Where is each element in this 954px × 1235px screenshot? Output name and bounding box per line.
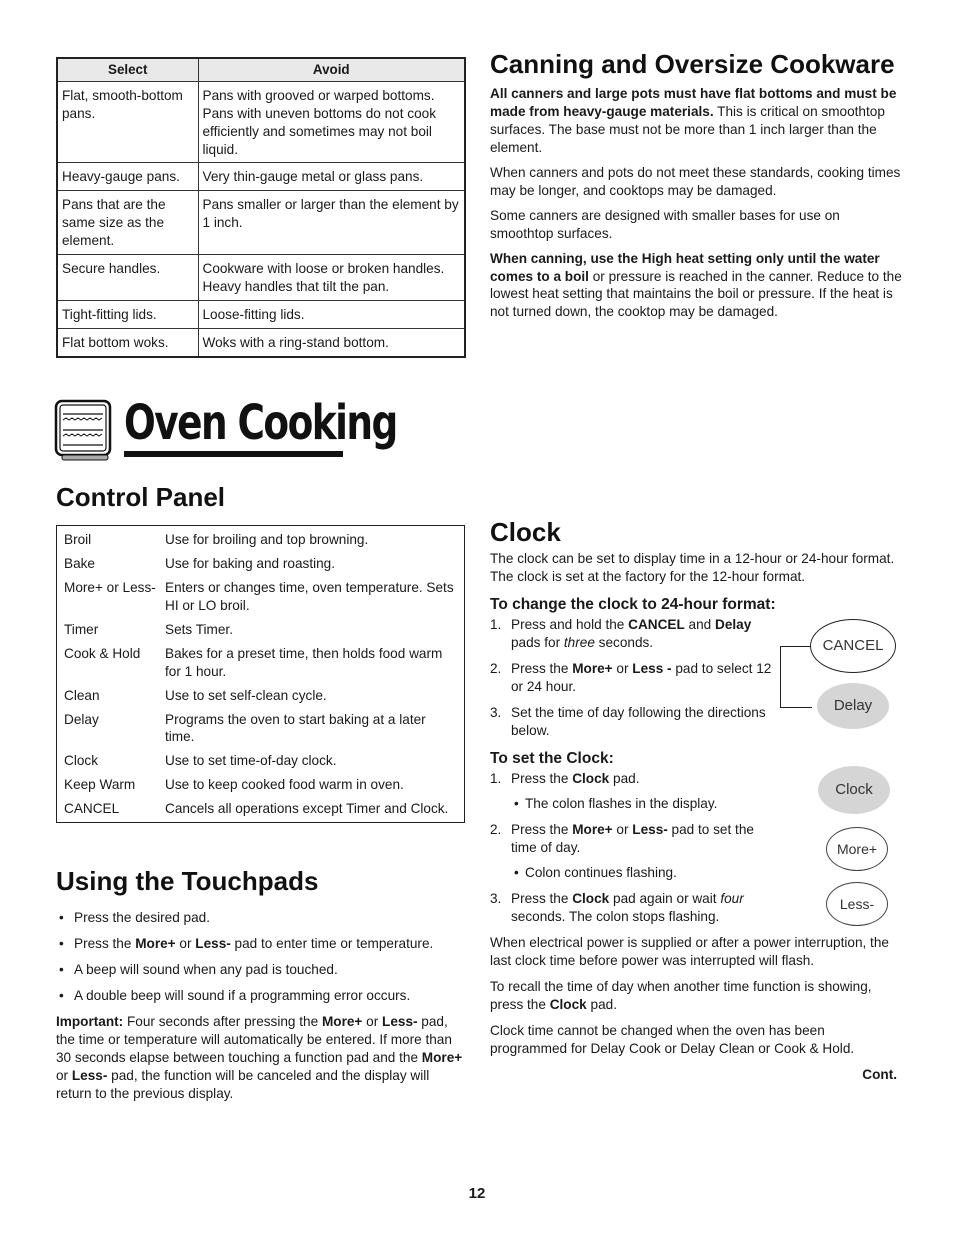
step-number: 2.	[490, 661, 502, 677]
text: pad.	[586, 996, 617, 1012]
avoid-cell: Loose-fitting lids.	[198, 301, 465, 329]
text: pad, the time or temperature will automatically be entered. If more than 30 seconds elapse between touching a function pad and the	[56, 1013, 452, 1065]
bold-text: More+	[321, 1013, 363, 1029]
pad-description: Use to set self-clean cycle.	[165, 687, 327, 703]
list-item	[490, 821, 780, 857]
table-row	[64, 776, 458, 794]
bold-text: Clock	[572, 891, 610, 907]
text: pad again or wait	[609, 891, 721, 907]
avoid-cell: Pans smaller or larger than the element by 1 inch.	[198, 191, 465, 255]
bold-text: More+	[572, 822, 613, 838]
pad-name: Broil	[64, 532, 92, 547]
power-note: When electrical power is supplied or after a power interruption, the last clock time before power was interrupted will flash.	[490, 934, 889, 968]
text: or	[612, 661, 633, 677]
text: or	[175, 935, 196, 951]
step-number: 3.	[490, 705, 502, 721]
pad-description: Cancels all operations except Timer and Clock.	[165, 801, 449, 817]
pad-name: Delay	[64, 711, 99, 727]
text: pads for	[511, 635, 564, 651]
text: This is critical on smoothtop surfaces. The base must not be more than 1 inch larger than the element.	[490, 104, 885, 155]
select-cell: Heavy-gauge pans.	[57, 163, 198, 191]
list-item: • Press the desired pad.	[56, 909, 466, 927]
bold-text: When canning, use the High heat setting only until the water comes to a boil	[490, 250, 880, 284]
bold-text: More+	[572, 661, 613, 677]
important-note	[56, 1013, 466, 1103]
table-row	[57, 329, 465, 357]
table-row	[64, 621, 458, 639]
table-row	[57, 81, 465, 163]
subheading-set-clock: To set the Clock:	[490, 749, 614, 767]
table-row	[57, 163, 465, 191]
bold-text: More+	[135, 935, 176, 951]
table-row	[64, 687, 458, 705]
pad-name: CANCEL	[64, 801, 120, 817]
bold-text: Less-	[71, 1067, 108, 1083]
clock-pad-illustration: Clock	[818, 766, 890, 814]
text: and	[684, 617, 716, 633]
step-number: 1.	[490, 617, 502, 633]
delay-pad-illustration: Delay	[817, 683, 889, 729]
bold-text: Less -	[632, 661, 672, 677]
pad-description: Use to set time-of-day clock.	[165, 753, 337, 769]
pad-description: Use for baking and roasting.	[165, 555, 336, 571]
continued-label: Cont.	[862, 1066, 897, 1082]
format-steps	[490, 616, 780, 740]
text: Press the	[511, 661, 573, 677]
canning-section	[490, 50, 902, 321]
list-item	[56, 935, 466, 953]
table-row	[64, 531, 458, 549]
table-row	[57, 301, 465, 329]
pad-name: Clock	[64, 753, 98, 769]
list-item: • A double beep will sound if a programming error occurs.	[56, 987, 466, 1005]
pad-name: Clean	[64, 687, 100, 703]
touchpad-bullets	[56, 909, 466, 1005]
cancel-pad-illustration: CANCEL	[810, 619, 896, 673]
less-pad-illustration: Less-	[826, 882, 888, 926]
pad-name: Timer	[64, 621, 99, 637]
text: Press the	[511, 822, 573, 838]
avoid-cell: Cookware with loose or broken handles. Heavy handles that tilt the pan.	[198, 255, 465, 301]
delay-note: Clock time cannot be changed when the oven has been programmed for Delay Cook or Delay Clean or Cook & Hold.	[490, 1022, 855, 1056]
list-item	[490, 660, 780, 696]
text: Press the	[511, 771, 573, 787]
page-number: 12	[468, 1185, 486, 1202]
list-item: • A beep will sound when any pad is touched.	[56, 961, 466, 979]
control-panel-heading: Control Panel	[56, 482, 226, 512]
step-number: 2.	[490, 822, 502, 838]
section-title: Oven Cooking	[124, 395, 397, 451]
text: or	[362, 1013, 383, 1029]
text: pad, the function will be canceled and the display will return to the previous display.	[56, 1067, 430, 1101]
canning-paragraph: When canners and pots do not meet these standards, cooking times may be longer, and cooktops may be damaged.	[490, 164, 901, 198]
table-row	[64, 752, 458, 770]
avoid-cell: Woks with a ring-stand bottom.	[198, 329, 465, 357]
list-item: • Colon continues flashing.	[490, 864, 780, 882]
bold-text: CANCEL	[628, 617, 685, 633]
table-row	[64, 579, 458, 615]
step-number: 3.	[490, 891, 502, 907]
pad-name: Cook & Hold	[64, 645, 141, 661]
text: Press the	[511, 891, 573, 907]
list-item	[490, 770, 780, 788]
text: pad to select 12 or 24 hour.	[511, 661, 772, 695]
italic-text: four	[720, 891, 744, 907]
canning-paragraph	[490, 250, 902, 322]
pad-description: Bakes for a preset time, then holds food warm for 1 hour.	[165, 645, 443, 679]
list-item	[490, 616, 780, 652]
italic-text: three	[563, 635, 595, 651]
select-cell: Flat bottom woks.	[57, 329, 198, 357]
text: or	[56, 1067, 72, 1083]
title-underline	[124, 451, 343, 457]
text: pad.	[609, 771, 640, 787]
bold-text: Delay	[715, 617, 752, 633]
clock-intro: The clock can be set to display time in a 12-hour or 24-hour format. The clock is set at the factory for the 12-hour format.	[490, 551, 895, 584]
touchpads-section	[56, 909, 466, 1102]
touchpads-heading: Using the Touchpads	[56, 866, 319, 896]
pad-description: Use to keep cooked food warm in oven.	[165, 777, 404, 793]
table-row	[64, 711, 458, 747]
bold-text: Less-	[195, 935, 231, 951]
oven-icon	[54, 399, 112, 462]
step-number: 1.	[490, 771, 502, 787]
table-row	[57, 255, 465, 301]
pad-description: Use for broiling and top browning.	[165, 532, 369, 547]
table-row	[64, 800, 458, 818]
text: or pressure is reached in the canner. Reduce to the lowest heat setting that maintains the boil or pressure. If the heat is not turned down, the cooktop may be damaged.	[490, 268, 902, 320]
pad-name: Bake	[64, 555, 95, 571]
text: Set the time of day following the directions below.	[511, 705, 766, 739]
select-cell: Secure handles.	[57, 255, 198, 301]
column-header-avoid: Avoid	[198, 58, 465, 81]
table-row	[64, 555, 458, 573]
bold-text: Less-	[382, 1013, 418, 1029]
bold-text: All canners and large pots must have flat bottoms and must be made from heavy-gauge materials.	[490, 86, 897, 120]
clock-heading: Clock	[490, 517, 561, 547]
pad-description: Sets Timer.	[165, 621, 233, 637]
text: pad to set the time of day.	[511, 822, 754, 856]
subheading-24-hour: To change the clock to 24-hour format:	[490, 595, 776, 613]
canning-paragraph	[490, 85, 902, 157]
bold-text: More+	[421, 1049, 463, 1065]
table-row	[57, 191, 465, 255]
pad-description: Programs the oven to start baking at a later time.	[165, 711, 426, 745]
cookware-table	[56, 57, 466, 358]
bold-text: Clock	[549, 996, 587, 1012]
text: Press the	[74, 935, 136, 951]
text: Press and hold the	[511, 617, 629, 633]
list-item: • The colon flashes in the display.	[490, 795, 780, 813]
canning-heading: Canning and Oversize Cookware	[490, 49, 895, 79]
table-row	[64, 645, 458, 681]
bold-text: Important:	[56, 1013, 124, 1029]
list-item	[490, 704, 780, 740]
avoid-cell: Very thin-gauge metal or glass pans.	[198, 163, 465, 191]
column-header-select: Select	[57, 58, 198, 81]
select-cell: Flat, smooth-bottom pans.	[57, 81, 198, 163]
more-pad-illustration: More+	[826, 827, 888, 871]
text: Four seconds after pressing the	[123, 1013, 322, 1029]
canning-paragraph: Some canners are designed with smaller bases for use on smoothtop surfaces.	[490, 207, 840, 241]
text: seconds. The colon stops flashing.	[511, 909, 720, 925]
select-cell: Tight-fitting lids.	[57, 301, 198, 329]
text: seconds.	[594, 635, 654, 651]
text: To recall the time of day when another time function is showing, press the	[490, 978, 872, 1012]
set-clock-steps	[490, 770, 780, 926]
bracket-connector	[780, 646, 812, 708]
pad-description: Enters or changes time, oven temperature. Sets HI or LO broil.	[165, 579, 454, 613]
list-item	[490, 890, 780, 926]
pad-name: Keep Warm	[64, 777, 136, 793]
text: or	[612, 822, 633, 838]
avoid-cell: Pans with grooved or warped bottoms. Pans with uneven bottoms do not cook efficiently and sometimes may not boil liquid.	[198, 81, 465, 163]
bold-text: Clock	[572, 771, 610, 787]
control-panel-table	[56, 525, 465, 823]
select-cell: Pans that are the same size as the element.	[57, 191, 198, 255]
pad-name: More+ or Less-	[64, 579, 156, 595]
bold-text: Less-	[632, 822, 668, 838]
recall-note	[490, 978, 900, 1014]
text: pad to enter time or temperature.	[230, 935, 434, 951]
